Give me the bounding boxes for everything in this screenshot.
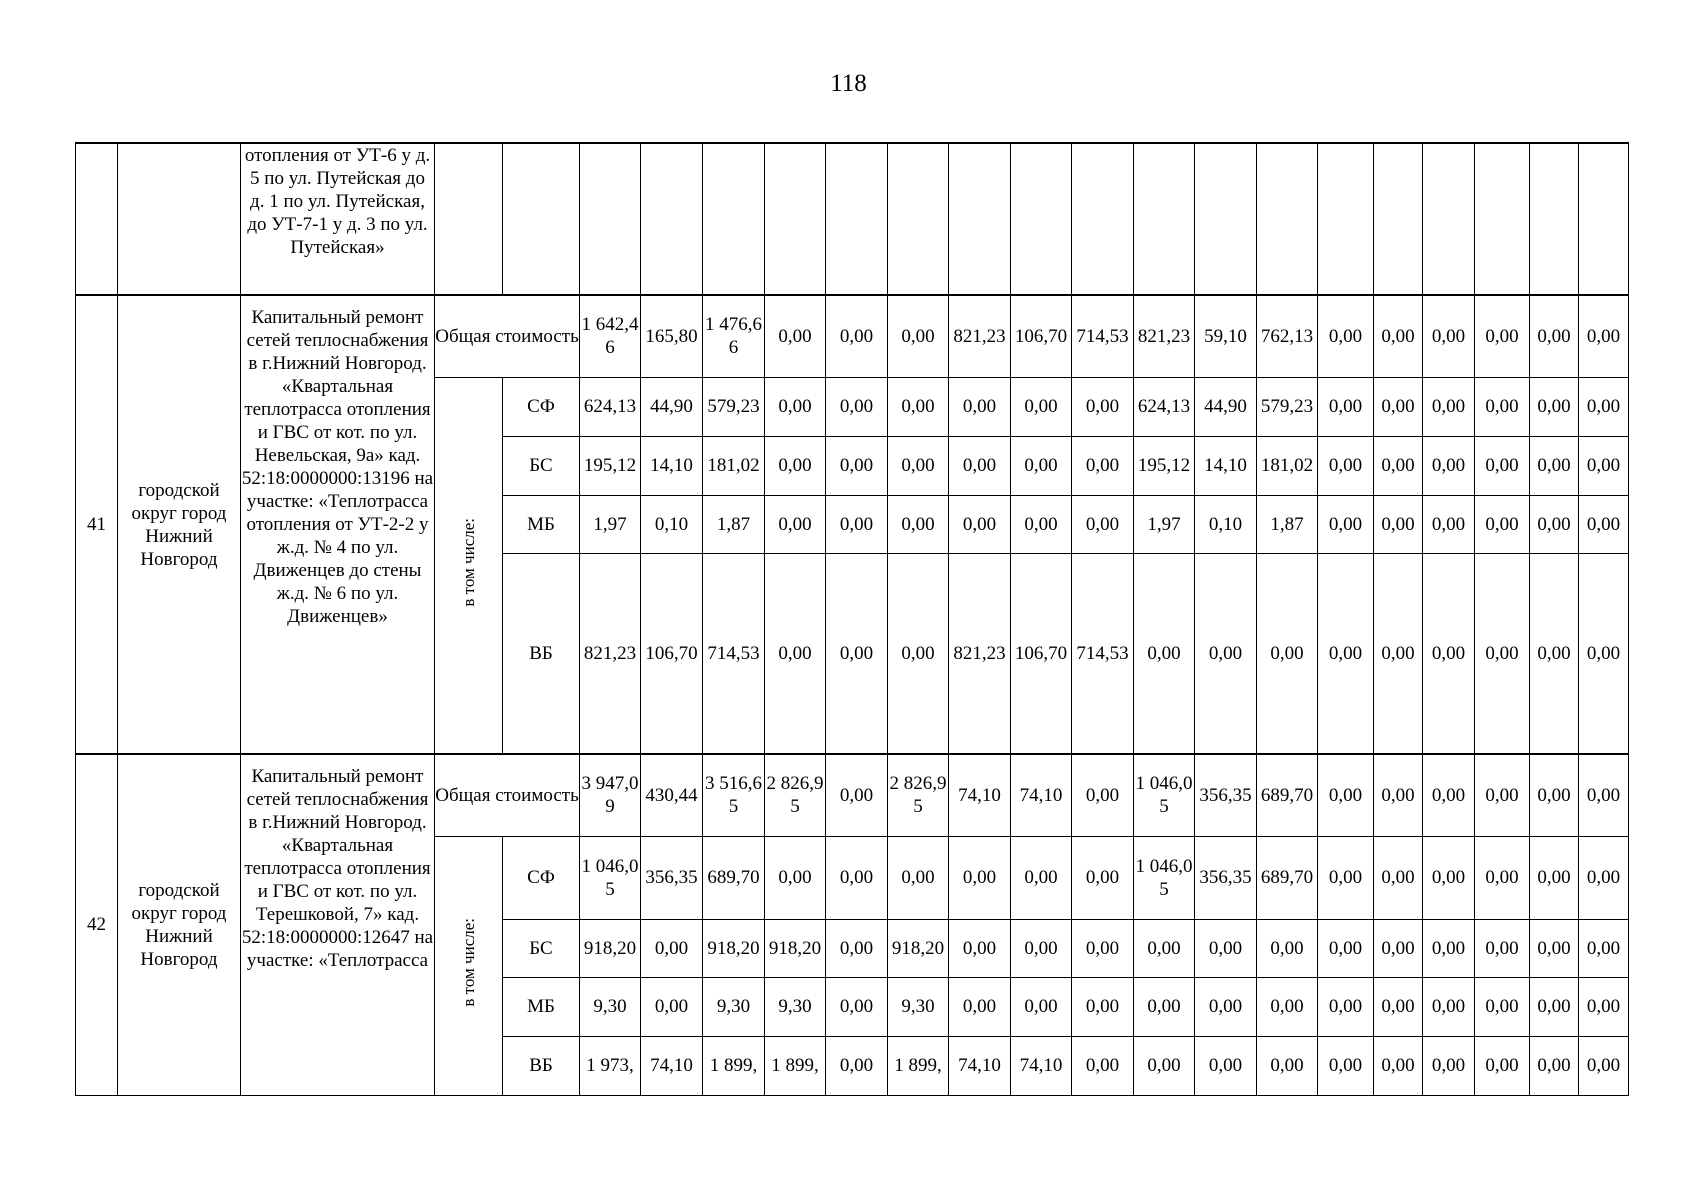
value-cell: 0,00 [888,377,949,436]
value-cell: 3 947,09 [580,754,641,836]
value-cell: 2 826,95 [765,754,826,836]
value-cell: 0,00 [888,436,949,495]
value-cell: 0,00 [1011,977,1072,1036]
value-cell: 0,00 [1195,977,1257,1036]
value-cell: 356,35 [1195,836,1257,919]
value-cell: 0,00 [1475,754,1530,836]
value-cell: 0,00 [1072,495,1134,553]
value-cell: 1 046,05 [580,836,641,919]
value-cell: 689,70 [703,836,765,919]
source-label: МБ [503,977,580,1036]
value-cell: 0,00 [949,436,1011,495]
value-cell: 0,00 [1257,553,1318,754]
value-cell: 1 899, [888,1036,949,1095]
value-cell: 0,00 [1579,295,1629,377]
value-cell: 0,00 [1374,1036,1423,1095]
value-cell: 0,00 [1530,977,1579,1036]
value-cell: 0,00 [1318,977,1374,1036]
including-label: в том числе: [459,517,478,607]
value-cell: 9,30 [703,977,765,1036]
value-cell: 0,00 [826,295,888,377]
value-cell: 0,00 [1072,377,1134,436]
value-cell: 0,00 [826,495,888,553]
value-cell: 918,20 [765,919,826,977]
value-cell: 0,00 [1475,295,1530,377]
value-cell: 0,00 [1530,377,1579,436]
value-cell: 918,20 [580,919,641,977]
value-cell: 0,00 [1423,919,1475,977]
value-cell: 0,00 [888,836,949,919]
object-description: Капитальный ремонт сетей теплоснабжения в г.Нижний Новгород. «Квартальная теплотрасса отопления и ГВС от кот. по ул. Невельская, 9а» кад. 52:18:0000000:13196 на участке: «Теплотрасса отопления от УТ-2-2 у ж.д. № 4 по ул. Движенцев до стены ж.д. № 6 по ул. Движенцев» [241,295,435,754]
value-cell: 74,10 [641,1036,703,1095]
value-cell: 1,87 [1257,495,1318,553]
value-cell: 0,00 [1318,754,1374,836]
object-description: Капитальный ремонт сетей теплоснабжения в г.Нижний Новгород. «Квартальная теплотрасса отопления и ГВС от кот. по ул. Терешковой, 7» кад. 52:18:0000000:12647 на участке: «Теплотрасса [241,754,435,1095]
value-cell: 74,10 [1011,754,1072,836]
value-cell: 0,00 [1475,377,1530,436]
value-cell: 0,00 [1011,495,1072,553]
value-cell: 0,00 [1423,495,1475,553]
value-cell: 0,00 [1011,377,1072,436]
value-cell: 821,23 [1134,295,1195,377]
value-cell: 0,00 [765,836,826,919]
value-cell: 9,30 [888,977,949,1036]
value-cell: 0,00 [1318,377,1374,436]
value-cell: 0,00 [1011,836,1072,919]
value-cell: 0,00 [1374,436,1423,495]
source-label: МБ [503,495,580,553]
value-cell: 821,23 [949,295,1011,377]
value-cell: 0,00 [765,295,826,377]
value-cell: 0,00 [826,919,888,977]
value-cell: 0,00 [1374,295,1423,377]
value-cell: 14,10 [641,436,703,495]
value-cell: 714,53 [1072,553,1134,754]
value-cell: 689,70 [1257,836,1318,919]
value-cell: 0,00 [1134,1036,1195,1095]
value-cell: 0,00 [1579,495,1629,553]
value-cell: 0,00 [1423,977,1475,1036]
source-label: БС [503,919,580,977]
value-cell: 0,00 [1318,295,1374,377]
value-cell: 0,00 [1579,436,1629,495]
value-cell: 0,00 [949,495,1011,553]
value-cell: 0,00 [1475,436,1530,495]
value-cell: 0,00 [1318,1036,1374,1095]
value-cell: 918,20 [888,919,949,977]
source-label: ВБ [503,553,580,754]
municipality: городской округ город Нижний Новгород [118,754,241,1095]
value-cell: 821,23 [949,553,1011,754]
value-cell: 0,00 [1423,436,1475,495]
value-cell: 0,00 [826,1036,888,1095]
value-cell: 2 826,95 [888,754,949,836]
value-cell: 0,00 [641,977,703,1036]
value-cell: 0,00 [1318,836,1374,919]
value-cell: 106,70 [1011,295,1072,377]
value-cell: 9,30 [580,977,641,1036]
source-label: СФ [503,836,580,919]
value-cell: 0,00 [1579,553,1629,754]
value-cell: 0,00 [1530,295,1579,377]
value-cell: 0,00 [1423,754,1475,836]
value-cell: 1,97 [1134,495,1195,553]
value-cell: 430,44 [641,754,703,836]
value-cell: 0,00 [826,977,888,1036]
value-cell: 0,00 [1475,495,1530,553]
value-cell: 0,00 [1374,754,1423,836]
value-cell: 0,00 [826,553,888,754]
value-cell: 0,00 [1134,919,1195,977]
value-cell: 0,00 [1475,553,1530,754]
value-cell: 0,00 [826,436,888,495]
value-cell: 0,00 [1579,919,1629,977]
value-cell: 1 046,05 [1134,836,1195,919]
value-cell: 0,00 [1475,836,1530,919]
value-cell: 0,10 [641,495,703,553]
value-cell: 714,53 [1072,295,1134,377]
value-cell: 0,00 [1579,754,1629,836]
value-cell: 3 516,65 [703,754,765,836]
value-cell: 0,00 [1318,495,1374,553]
value-cell: 14,10 [1195,436,1257,495]
value-cell: 356,35 [1195,754,1257,836]
table-row-total [76,754,1629,836]
funding-table [75,142,1629,1096]
value-cell: 0,00 [1530,436,1579,495]
value-cell: 0,00 [1072,836,1134,919]
value-cell: 0,00 [1072,919,1134,977]
value-cell: 0,00 [1579,977,1629,1036]
value-cell: 0,00 [1134,977,1195,1036]
value-cell: 624,13 [1134,377,1195,436]
value-cell: 74,10 [949,1036,1011,1095]
value-cell: 624,13 [580,377,641,436]
row-num-cell [76,143,118,295]
source-label: СФ [503,377,580,436]
value-cell: 579,23 [703,377,765,436]
value-cell: 0,00 [1257,919,1318,977]
value-cell: 821,23 [580,553,641,754]
value-cell: 0,00 [1530,1036,1579,1095]
value-cell: 689,70 [1257,754,1318,836]
value-cell: 0,00 [1530,919,1579,977]
value-cell: 356,35 [641,836,703,919]
value-cell: 0,00 [826,836,888,919]
value-cell: 1,87 [703,495,765,553]
value-cell: 0,00 [1011,436,1072,495]
value-cell: 0,00 [1195,553,1257,754]
value-cell: 0,00 [1134,553,1195,754]
value-cell: 762,13 [1257,295,1318,377]
value-cell: 195,12 [1134,436,1195,495]
value-cell: 1,97 [580,495,641,553]
value-cell: 0,00 [949,377,1011,436]
value-cell: 0,00 [1072,754,1134,836]
table-body [76,143,1629,1095]
value-cell: 106,70 [1011,553,1072,754]
value-cell: 0,00 [826,754,888,836]
value-cell: 195,12 [580,436,641,495]
including-label: в том числе: [459,918,478,1007]
value-cell: 0,00 [1195,1036,1257,1095]
total-cost-label: Общая стоимость [435,754,580,836]
value-cell: 0,00 [888,553,949,754]
value-cell: 0,00 [1374,919,1423,977]
value-cell: 0,00 [1423,836,1475,919]
value-cell: 0,00 [1475,1036,1530,1095]
row-number: 41 [76,295,118,754]
value-cell: 9,30 [765,977,826,1036]
value-cell: 181,02 [703,436,765,495]
continuation-row [76,143,1629,295]
value-cell: 0,00 [949,919,1011,977]
value-cell: 0,00 [1423,295,1475,377]
value-cell: 0,00 [1318,919,1374,977]
value-cell: 0,00 [1530,553,1579,754]
value-cell: 0,00 [1374,553,1423,754]
value-cell: 181,02 [1257,436,1318,495]
value-cell: 0,00 [1530,754,1579,836]
value-cell: 165,80 [641,295,703,377]
value-cell: 0,00 [1475,977,1530,1036]
value-cell: 74,10 [1011,1036,1072,1095]
page-number: 118 [830,70,867,97]
value-cell: 0,00 [949,836,1011,919]
value-cell: 44,90 [1195,377,1257,436]
value-cell: 0,00 [765,377,826,436]
value-cell: 0,10 [1195,495,1257,553]
value-cell: 0,00 [1423,377,1475,436]
value-cell: 59,10 [1195,295,1257,377]
value-cell: 0,00 [888,295,949,377]
value-cell: 0,00 [1374,377,1423,436]
value-cell: 0,00 [1072,1036,1134,1095]
value-cell: 74,10 [949,754,1011,836]
value-cell: 1 973, [580,1036,641,1095]
including-label-cell [435,836,503,1095]
value-cell: 0,00 [949,977,1011,1036]
value-cell: 918,20 [703,919,765,977]
value-cell: 0,00 [1257,1036,1318,1095]
value-cell: 0,00 [888,495,949,553]
value-cell: 0,00 [1579,1036,1629,1095]
value-cell: 0,00 [1374,495,1423,553]
value-cell: 1 899, [765,1036,826,1095]
value-cell: 0,00 [1579,836,1629,919]
value-cell: 1 642,46 [580,295,641,377]
value-cell: 0,00 [1072,436,1134,495]
source-label: ВБ [503,1036,580,1095]
value-cell: 0,00 [1195,919,1257,977]
value-cell: 0,00 [1475,919,1530,977]
value-cell: 0,00 [641,919,703,977]
value-cell: 0,00 [1257,977,1318,1036]
value-cell: 0,00 [765,495,826,553]
object-cell: отопления от УТ-6 у д. 5 по ул. Путейская до д. 1 по ул. Путейская, до УТ-7-1 у д. 3 по ул. Путейская» [241,143,435,295]
value-cell: 106,70 [641,553,703,754]
value-cell: 0,00 [1423,553,1475,754]
municipality: городской округ город Нижний Новгород [118,295,241,754]
total-cost-label: Общая стоимость [435,295,580,377]
table-row-total [76,295,1629,377]
value-cell: 0,00 [1011,919,1072,977]
value-cell: 0,00 [765,436,826,495]
value-cell: 0,00 [1072,977,1134,1036]
value-cell: 44,90 [641,377,703,436]
source-label: БС [503,436,580,495]
value-cell: 0,00 [1318,553,1374,754]
value-cell: 1 476,66 [703,295,765,377]
including-label-cell [435,377,503,754]
value-cell: 0,00 [1374,836,1423,919]
value-cell: 0,00 [1579,377,1629,436]
value-cell: 0,00 [1318,436,1374,495]
value-cell: 579,23 [1257,377,1318,436]
value-cell: 1 046,05 [1134,754,1195,836]
value-cell: 0,00 [1423,1036,1475,1095]
value-cell: 714,53 [703,553,765,754]
value-cell: 0,00 [1530,495,1579,553]
value-cell: 0,00 [1530,836,1579,919]
value-cell: 0,00 [826,377,888,436]
municipality-cell [118,143,241,295]
row-number: 42 [76,754,118,1095]
value-cell: 1 899, [703,1036,765,1095]
value-cell: 0,00 [765,553,826,754]
value-cell: 0,00 [1374,977,1423,1036]
